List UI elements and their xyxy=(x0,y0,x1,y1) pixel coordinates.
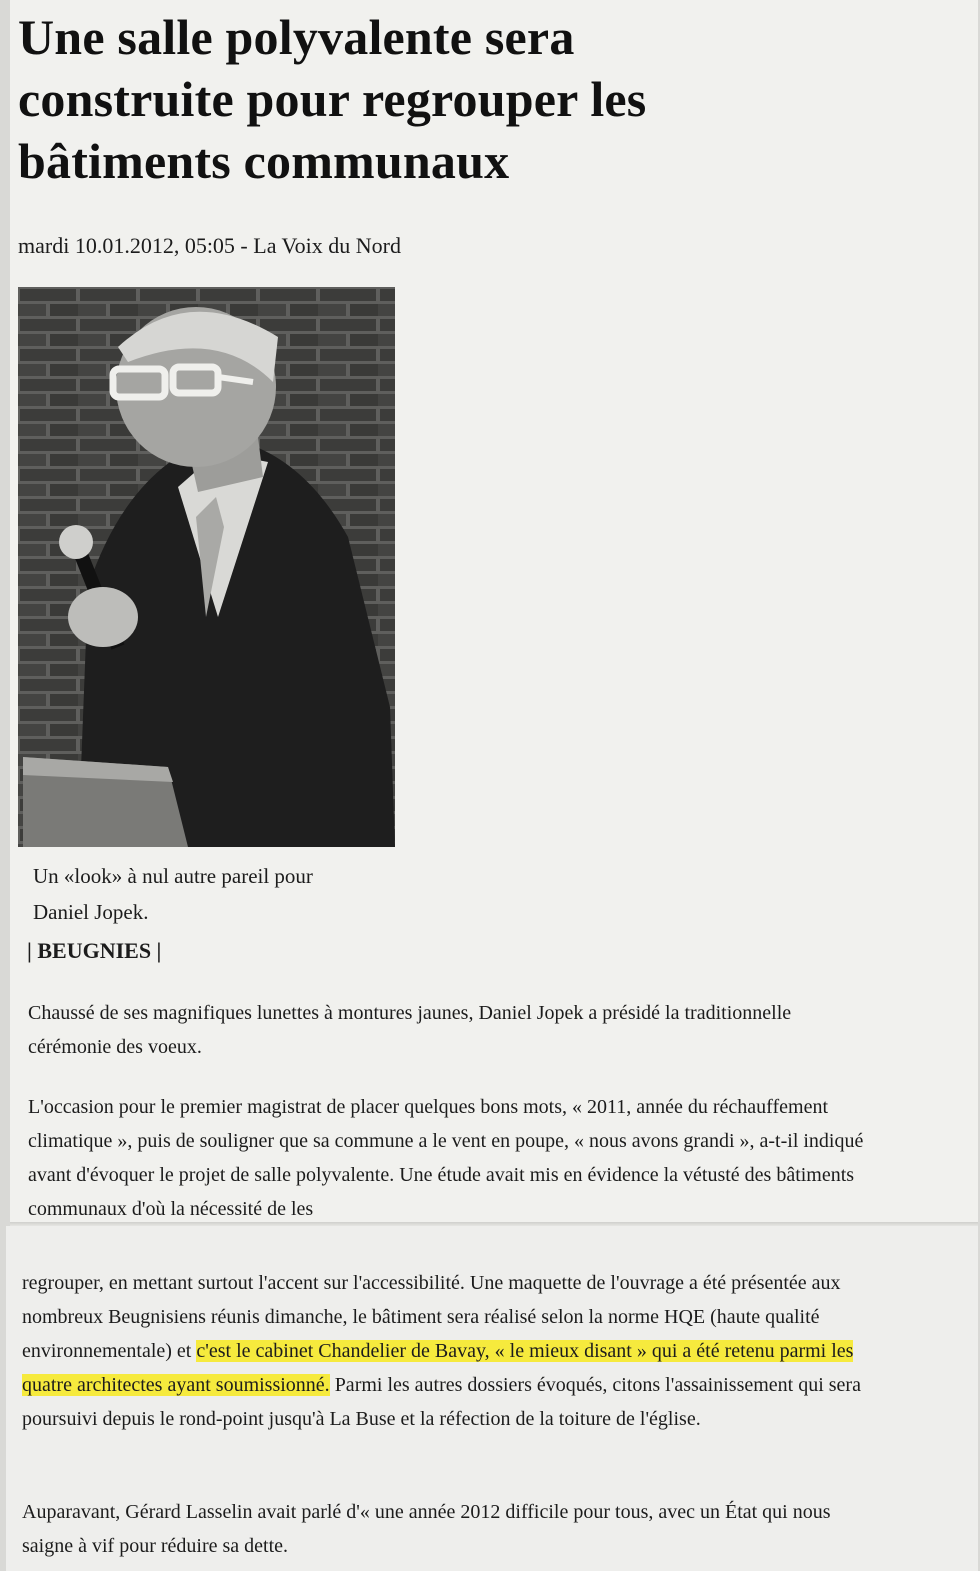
article-paragraph-1: Chaussé de ses magnifiques lunettes à montures jaunes, Daniel Jopek a présidé la traditionnelle cérémonie des voeux. xyxy=(28,1002,792,1058)
article-photo xyxy=(18,287,395,847)
article-byline: mardi 10.01.2012, 05:05 - La Voix du Nord xyxy=(18,233,401,258)
article-dateline: | BEUGNIES | xyxy=(27,938,162,963)
article-paragraph-2: L'occasion pour le premier magistrat de placer quelques bons mots, « 2011, année du réchauffement climatique », puis de souligner que sa commune a le vent en poupe, « nous avons grandi », a-t-il indiqué avant d'évoquer le projet de salle polyvalente. Une étude avait mis en évidence la vétusté des bâtiments communaux d'où la nécessité de les xyxy=(28,1096,864,1220)
photo-caption: Un «look» à nul autre pareil pour Daniel Jopek. xyxy=(33,864,313,924)
paragraph-text: regrouper, en mettant surtout l'accent sur l'accessibilité. Une maquette de l'ouvrage a été présentée aux nombreux Beugnisiens réunis dimanche, le bâtiment sera réalisé selon la norme HQE (haute qualité environnementale) et xyxy=(22,1272,841,1362)
article-paragraph-2-continued xyxy=(22,1266,892,1436)
article-headline: Une salle polyvalente sera construite pour regrouper les bâtiments communaux xyxy=(18,9,647,189)
article-paragraph-3: Auparavant, Gérard Lasselin avait parlé d'« une année 2012 difficile pour tous, avec un État qui nous saigne à vif pour réduire sa dette. xyxy=(22,1501,831,1557)
speaker-photo-illustration xyxy=(18,287,395,847)
paragraph-text: Parmi les autres dossiers évoqués, citons l'assainissement qui sera poursuivi depuis le rond-point jusqu'à La Buse et la réfection de la toiture de l'église. xyxy=(22,1374,861,1430)
highlighted-text: c'est le cabinet Chandelier de Bavay, « le mieux disant » qui a été retenu parmi les quatre architectes ayant soumissionné. xyxy=(22,1340,854,1396)
